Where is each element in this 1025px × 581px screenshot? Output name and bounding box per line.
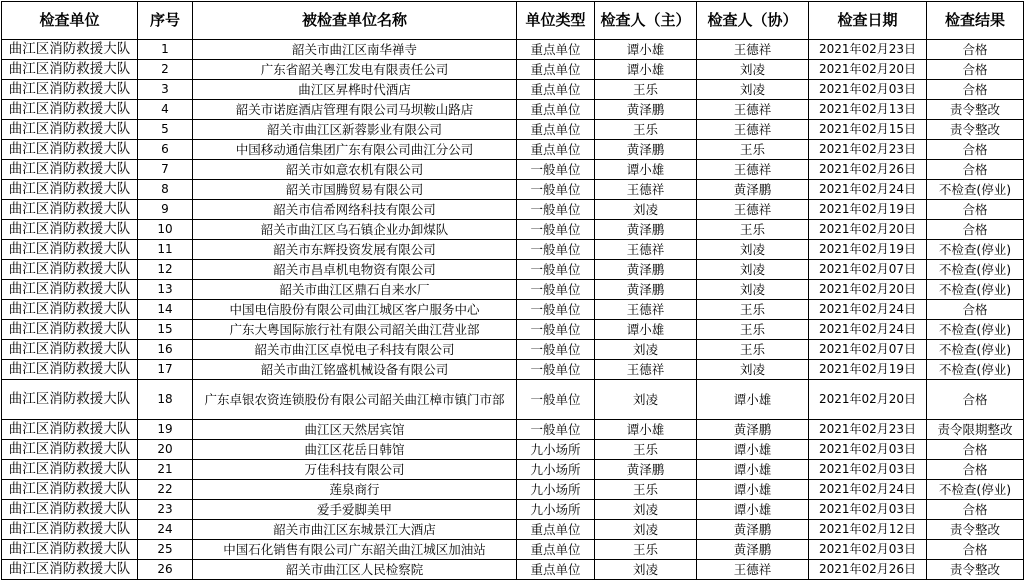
cell-inspection-result: 合格 <box>927 160 1024 180</box>
cell-serial-no: 20 <box>138 440 193 460</box>
cell-inspected-name: 韶关市昌卓机电物资有限公司 <box>193 260 517 280</box>
cell-unit-type: 一般单位 <box>517 380 595 420</box>
cell-inspection-result: 合格 <box>927 140 1024 160</box>
cell-inspector-assist: 刘凌 <box>697 240 809 260</box>
cell-inspection-date: 2021年02月20日 <box>809 60 927 80</box>
cell-inspection-date: 2021年02月26日 <box>809 160 927 180</box>
cell-inspection-date: 2021年02月07日 <box>809 340 927 360</box>
cell-inspection-date: 2021年02月24日 <box>809 320 927 340</box>
cell-inspected-name: 爱手爱脚美甲 <box>193 500 517 520</box>
cell-unit-type: 一般单位 <box>517 240 595 260</box>
cell-inspection-date: 2021年02月24日 <box>809 480 927 500</box>
cell-serial-no: 7 <box>138 160 193 180</box>
cell-inspected-name: 中国电信股份有限公司曲江城区客户服务中心 <box>193 300 517 320</box>
cell-inspection-result: 合格 <box>927 40 1024 60</box>
cell-inspection-date: 2021年02月20日 <box>809 220 927 240</box>
cell-inspector-assist: 刘凌 <box>697 80 809 100</box>
cell-serial-no: 16 <box>138 340 193 360</box>
cell-inspection-result: 合格 <box>927 440 1024 460</box>
cell-inspecting-unit: 曲江区消防救援大队 <box>2 500 138 520</box>
cell-unit-type: 重点单位 <box>517 100 595 120</box>
cell-unit-type: 一般单位 <box>517 300 595 320</box>
cell-inspected-name: 广东大粤国际旅行社有限公司韶关曲江营业部 <box>193 320 517 340</box>
cell-inspection-result: 不检查(停业) <box>927 240 1024 260</box>
cell-inspector-assist: 谭小雄 <box>697 440 809 460</box>
cell-unit-type: 重点单位 <box>517 520 595 540</box>
table-body <box>2 40 1024 580</box>
cell-inspected-name: 中国石化销售有限公司广东韶关曲江城区加油站 <box>193 540 517 560</box>
cell-serial-no: 9 <box>138 200 193 220</box>
table-row <box>2 560 1024 580</box>
cell-inspector-main: 黄泽鹏 <box>595 140 697 160</box>
cell-unit-type: 一般单位 <box>517 220 595 240</box>
table-row <box>2 120 1024 140</box>
cell-unit-type: 重点单位 <box>517 40 595 60</box>
cell-inspection-result: 责令整改 <box>927 560 1024 580</box>
cell-inspection-result: 合格 <box>927 500 1024 520</box>
cell-inspector-assist: 刘凌 <box>697 280 809 300</box>
cell-inspected-name: 韶关市曲江区人民检察院 <box>193 560 517 580</box>
cell-inspector-main: 谭小雄 <box>595 40 697 60</box>
cell-inspected-name: 广东卓银农资连锁股份有限公司韶关曲江樟市镇门市部 <box>193 380 517 420</box>
cell-inspecting-unit: 曲江区消防救援大队 <box>2 60 138 80</box>
table-row <box>2 220 1024 240</box>
cell-inspection-date: 2021年02月23日 <box>809 420 927 440</box>
table-row <box>2 420 1024 440</box>
cell-inspector-main: 谭小雄 <box>595 320 697 340</box>
cell-inspecting-unit: 曲江区消防救援大队 <box>2 100 138 120</box>
cell-inspection-date: 2021年02月19日 <box>809 360 927 380</box>
cell-inspector-main: 黄泽鹏 <box>595 100 697 120</box>
cell-inspector-assist: 王乐 <box>697 140 809 160</box>
cell-serial-no: 21 <box>138 460 193 480</box>
cell-inspector-assist: 王德祥 <box>697 100 809 120</box>
cell-inspector-assist: 王乐 <box>697 220 809 240</box>
cell-inspection-date: 2021年02月15日 <box>809 120 927 140</box>
cell-inspector-main: 王德祥 <box>595 360 697 380</box>
cell-inspection-result: 合格 <box>927 80 1024 100</box>
cell-inspecting-unit: 曲江区消防救援大队 <box>2 380 138 420</box>
cell-serial-no: 14 <box>138 300 193 320</box>
cell-serial-no: 13 <box>138 280 193 300</box>
header-cell-date: 检查日期 <box>809 2 927 40</box>
table-row <box>2 380 1024 420</box>
cell-inspector-assist: 谭小雄 <box>697 500 809 520</box>
cell-serial-no: 1 <box>138 40 193 60</box>
cell-serial-no: 15 <box>138 320 193 340</box>
cell-inspected-name: 韶关市曲江铭盛机械设备有限公司 <box>193 360 517 380</box>
cell-inspecting-unit: 曲江区消防救援大队 <box>2 80 138 100</box>
cell-inspector-assist: 黄泽鹏 <box>697 540 809 560</box>
cell-inspected-name: 韶关市曲江区东城景江大酒店 <box>193 520 517 540</box>
cell-unit-type: 一般单位 <box>517 280 595 300</box>
cell-inspecting-unit: 曲江区消防救援大队 <box>2 480 138 500</box>
cell-unit-type: 重点单位 <box>517 120 595 140</box>
cell-inspector-main: 刘凌 <box>595 560 697 580</box>
cell-inspected-name: 广东省韶关粤江发电有限责任公司 <box>193 60 517 80</box>
cell-inspector-main: 王乐 <box>595 540 697 560</box>
cell-inspector-assist: 黄泽鹏 <box>697 420 809 440</box>
cell-inspector-assist: 王乐 <box>697 320 809 340</box>
cell-inspection-result: 不检查(停业) <box>927 360 1024 380</box>
cell-inspected-name: 韶关市诺庭酒店管理有限公司马坝鞍山路店 <box>193 100 517 120</box>
cell-inspection-date: 2021年02月13日 <box>809 100 927 120</box>
cell-inspector-assist: 王德祥 <box>697 160 809 180</box>
cell-inspecting-unit: 曲江区消防救援大队 <box>2 280 138 300</box>
cell-inspector-main: 谭小雄 <box>595 60 697 80</box>
cell-serial-no: 3 <box>138 80 193 100</box>
cell-inspector-main: 刘凌 <box>595 500 697 520</box>
cell-inspecting-unit: 曲江区消防救援大队 <box>2 160 138 180</box>
table-row <box>2 180 1024 200</box>
cell-inspection-date: 2021年02月12日 <box>809 520 927 540</box>
cell-serial-no: 8 <box>138 180 193 200</box>
table-row <box>2 540 1024 560</box>
cell-inspector-main: 王乐 <box>595 480 697 500</box>
cell-unit-type: 一般单位 <box>517 180 595 200</box>
table-row <box>2 300 1024 320</box>
cell-unit-type: 九小场所 <box>517 480 595 500</box>
cell-inspection-date: 2021年02月03日 <box>809 500 927 520</box>
cell-unit-type: 九小场所 <box>517 460 595 480</box>
cell-inspection-result: 合格 <box>927 540 1024 560</box>
cell-inspector-main: 刘凌 <box>595 340 697 360</box>
cell-inspected-name: 韶关市国腾贸易有限公司 <box>193 180 517 200</box>
cell-inspection-result: 不检查(停业) <box>927 340 1024 360</box>
cell-inspecting-unit: 曲江区消防救援大队 <box>2 260 138 280</box>
cell-inspector-main: 刘凌 <box>595 200 697 220</box>
cell-inspection-date: 2021年02月23日 <box>809 140 927 160</box>
cell-inspection-result: 合格 <box>927 220 1024 240</box>
cell-inspection-date: 2021年02月07日 <box>809 260 927 280</box>
cell-inspection-date: 2021年02月19日 <box>809 200 927 220</box>
cell-inspector-assist: 王德祥 <box>697 40 809 60</box>
cell-inspector-main: 王乐 <box>595 120 697 140</box>
cell-inspection-date: 2021年02月03日 <box>809 540 927 560</box>
cell-unit-type: 一般单位 <box>517 260 595 280</box>
cell-unit-type: 九小场所 <box>517 440 595 460</box>
cell-inspected-name: 韶关市曲江区乌石镇企业办卸煤队 <box>193 220 517 240</box>
cell-inspector-main: 王德祥 <box>595 180 697 200</box>
cell-inspection-result: 合格 <box>927 200 1024 220</box>
table-row <box>2 520 1024 540</box>
cell-serial-no: 2 <box>138 60 193 80</box>
cell-unit-type: 一般单位 <box>517 340 595 360</box>
cell-inspection-result: 合格 <box>927 300 1024 320</box>
table-row <box>2 480 1024 500</box>
cell-inspected-name: 韶关市曲江区鼎石自来水厂 <box>193 280 517 300</box>
header-cell-result: 检查结果 <box>927 2 1024 40</box>
table-row <box>2 100 1024 120</box>
cell-inspector-assist: 王德祥 <box>697 200 809 220</box>
cell-inspected-name: 韶关市东辉投资发展有限公司 <box>193 240 517 260</box>
cell-serial-no: 12 <box>138 260 193 280</box>
cell-unit-type: 一般单位 <box>517 420 595 440</box>
cell-inspecting-unit: 曲江区消防救援大队 <box>2 200 138 220</box>
cell-serial-no: 6 <box>138 140 193 160</box>
cell-inspector-main: 谭小雄 <box>595 420 697 440</box>
cell-inspector-assist: 黄泽鹏 <box>697 180 809 200</box>
table-row <box>2 460 1024 480</box>
cell-serial-no: 10 <box>138 220 193 240</box>
cell-inspector-assist: 刘凌 <box>697 60 809 80</box>
header-cell-type: 单位类型 <box>517 2 595 40</box>
cell-inspector-main: 刘凌 <box>595 380 697 420</box>
cell-inspector-main: 王德祥 <box>595 240 697 260</box>
cell-inspection-result: 不检查(停业) <box>927 180 1024 200</box>
cell-inspector-main: 黄泽鹏 <box>595 280 697 300</box>
cell-serial-no: 19 <box>138 420 193 440</box>
cell-unit-type: 重点单位 <box>517 80 595 100</box>
table-row <box>2 200 1024 220</box>
cell-inspecting-unit: 曲江区消防救援大队 <box>2 140 138 160</box>
cell-inspecting-unit: 曲江区消防救援大队 <box>2 340 138 360</box>
cell-inspector-main: 王乐 <box>595 440 697 460</box>
cell-inspection-result: 不检查(停业) <box>927 260 1024 280</box>
cell-inspector-main: 王乐 <box>595 80 697 100</box>
cell-unit-type: 一般单位 <box>517 160 595 180</box>
cell-inspecting-unit: 曲江区消防救援大队 <box>2 180 138 200</box>
cell-serial-no: 25 <box>138 540 193 560</box>
cell-inspector-main: 刘凌 <box>595 520 697 540</box>
cell-inspecting-unit: 曲江区消防救援大队 <box>2 360 138 380</box>
cell-inspecting-unit: 曲江区消防救援大队 <box>2 300 138 320</box>
cell-unit-type: 重点单位 <box>517 140 595 160</box>
cell-unit-type: 九小场所 <box>517 500 595 520</box>
header-cell-name: 被检查单位名称 <box>193 2 517 40</box>
inspection-table <box>1 1 1024 580</box>
cell-inspection-result: 不检查(停业) <box>927 320 1024 340</box>
cell-inspection-date: 2021年02月24日 <box>809 300 927 320</box>
cell-inspector-assist: 刘凌 <box>697 360 809 380</box>
table-row <box>2 320 1024 340</box>
cell-inspection-result: 责令整改 <box>927 120 1024 140</box>
cell-serial-no: 22 <box>138 480 193 500</box>
cell-unit-type: 一般单位 <box>517 360 595 380</box>
cell-inspecting-unit: 曲江区消防救援大队 <box>2 120 138 140</box>
cell-inspected-name: 曲江区天然居宾馆 <box>193 420 517 440</box>
header-cell-assist: 检查人（协） <box>697 2 809 40</box>
cell-inspecting-unit: 曲江区消防救援大队 <box>2 240 138 260</box>
cell-inspection-date: 2021年02月03日 <box>809 80 927 100</box>
cell-serial-no: 23 <box>138 500 193 520</box>
header-cell-main: 检查人（主） <box>595 2 697 40</box>
cell-inspecting-unit: 曲江区消防救援大队 <box>2 560 138 580</box>
cell-inspector-main: 谭小雄 <box>595 160 697 180</box>
cell-serial-no: 17 <box>138 360 193 380</box>
cell-inspecting-unit: 曲江区消防救援大队 <box>2 220 138 240</box>
cell-unit-type: 一般单位 <box>517 200 595 220</box>
cell-inspection-date: 2021年02月03日 <box>809 440 927 460</box>
table-row <box>2 280 1024 300</box>
cell-unit-type: 重点单位 <box>517 540 595 560</box>
cell-inspection-result: 责令整改 <box>927 520 1024 540</box>
cell-inspecting-unit: 曲江区消防救援大队 <box>2 540 138 560</box>
cell-inspecting-unit: 曲江区消防救援大队 <box>2 520 138 540</box>
cell-serial-no: 5 <box>138 120 193 140</box>
cell-inspecting-unit: 曲江区消防救援大队 <box>2 320 138 340</box>
cell-inspector-assist: 王乐 <box>697 340 809 360</box>
cell-inspector-assist: 黄泽鹏 <box>697 520 809 540</box>
cell-inspector-assist: 谭小雄 <box>697 380 809 420</box>
cell-unit-type: 一般单位 <box>517 320 595 340</box>
cell-inspecting-unit: 曲江区消防救援大队 <box>2 460 138 480</box>
cell-inspector-assist: 刘凌 <box>697 260 809 280</box>
cell-inspector-main: 黄泽鹏 <box>595 460 697 480</box>
cell-inspector-main: 黄泽鹏 <box>595 220 697 240</box>
cell-inspection-result: 不检查(停业) <box>927 480 1024 500</box>
table-row <box>2 160 1024 180</box>
cell-inspection-result: 合格 <box>927 380 1024 420</box>
header-row <box>2 2 1024 40</box>
table-row <box>2 360 1024 380</box>
cell-inspection-result: 责令整改 <box>927 100 1024 120</box>
cell-inspector-assist: 王德祥 <box>697 120 809 140</box>
table-row <box>2 40 1024 60</box>
cell-inspection-result: 合格 <box>927 460 1024 480</box>
cell-serial-no: 11 <box>138 240 193 260</box>
cell-serial-no: 4 <box>138 100 193 120</box>
cell-inspector-assist: 王乐 <box>697 300 809 320</box>
cell-inspector-main: 王德祥 <box>595 300 697 320</box>
cell-inspection-date: 2021年02月26日 <box>809 560 927 580</box>
cell-inspected-name: 曲江区昇桦时代酒店 <box>193 80 517 100</box>
cell-serial-no: 18 <box>138 380 193 420</box>
table-row <box>2 140 1024 160</box>
cell-inspected-name: 韶关市曲江区卓悦电子科技有限公司 <box>193 340 517 360</box>
cell-inspected-name: 韶关市如意农机有限公司 <box>193 160 517 180</box>
cell-inspector-assist: 谭小雄 <box>697 460 809 480</box>
cell-inspected-name: 莲泉商行 <box>193 480 517 500</box>
cell-inspector-assist: 王德祥 <box>697 560 809 580</box>
cell-inspection-date: 2021年02月19日 <box>809 240 927 260</box>
cell-inspection-result: 责令限期整改 <box>927 420 1024 440</box>
cell-inspected-name: 韶关市信希网络科技有限公司 <box>193 200 517 220</box>
cell-inspection-date: 2021年02月20日 <box>809 380 927 420</box>
cell-inspected-name: 中国移动通信集团广东有限公司曲江分公司 <box>193 140 517 160</box>
cell-unit-type: 重点单位 <box>517 560 595 580</box>
cell-inspected-name: 韶关市曲江区南华禅寺 <box>193 40 517 60</box>
cell-inspecting-unit: 曲江区消防救援大队 <box>2 440 138 460</box>
table-row <box>2 260 1024 280</box>
cell-inspection-date: 2021年02月03日 <box>809 460 927 480</box>
cell-unit-type: 重点单位 <box>517 60 595 80</box>
cell-inspected-name: 韶关市曲江区新蓉影业有限公司 <box>193 120 517 140</box>
cell-inspector-assist: 谭小雄 <box>697 480 809 500</box>
cell-inspection-date: 2021年02月23日 <box>809 40 927 60</box>
cell-inspecting-unit: 曲江区消防救援大队 <box>2 40 138 60</box>
cell-inspection-result: 合格 <box>927 60 1024 80</box>
table-row <box>2 240 1024 260</box>
table-row <box>2 80 1024 100</box>
table-row <box>2 500 1024 520</box>
cell-inspected-name: 曲江区花岳日韩馆 <box>193 440 517 460</box>
header-cell-unit: 检查单位 <box>2 2 138 40</box>
cell-inspecting-unit: 曲江区消防救援大队 <box>2 420 138 440</box>
cell-inspection-result: 不检查(停业) <box>927 280 1024 300</box>
table-row <box>2 440 1024 460</box>
table-row <box>2 340 1024 360</box>
cell-inspection-date: 2021年02月20日 <box>809 280 927 300</box>
cell-inspector-main: 黄泽鹏 <box>595 260 697 280</box>
header-cell-no: 序号 <box>138 2 193 40</box>
cell-inspected-name: 万佳科技有限公司 <box>193 460 517 480</box>
table-row <box>2 60 1024 80</box>
cell-serial-no: 24 <box>138 520 193 540</box>
cell-serial-no: 26 <box>138 560 193 580</box>
cell-inspection-date: 2021年02月24日 <box>809 180 927 200</box>
